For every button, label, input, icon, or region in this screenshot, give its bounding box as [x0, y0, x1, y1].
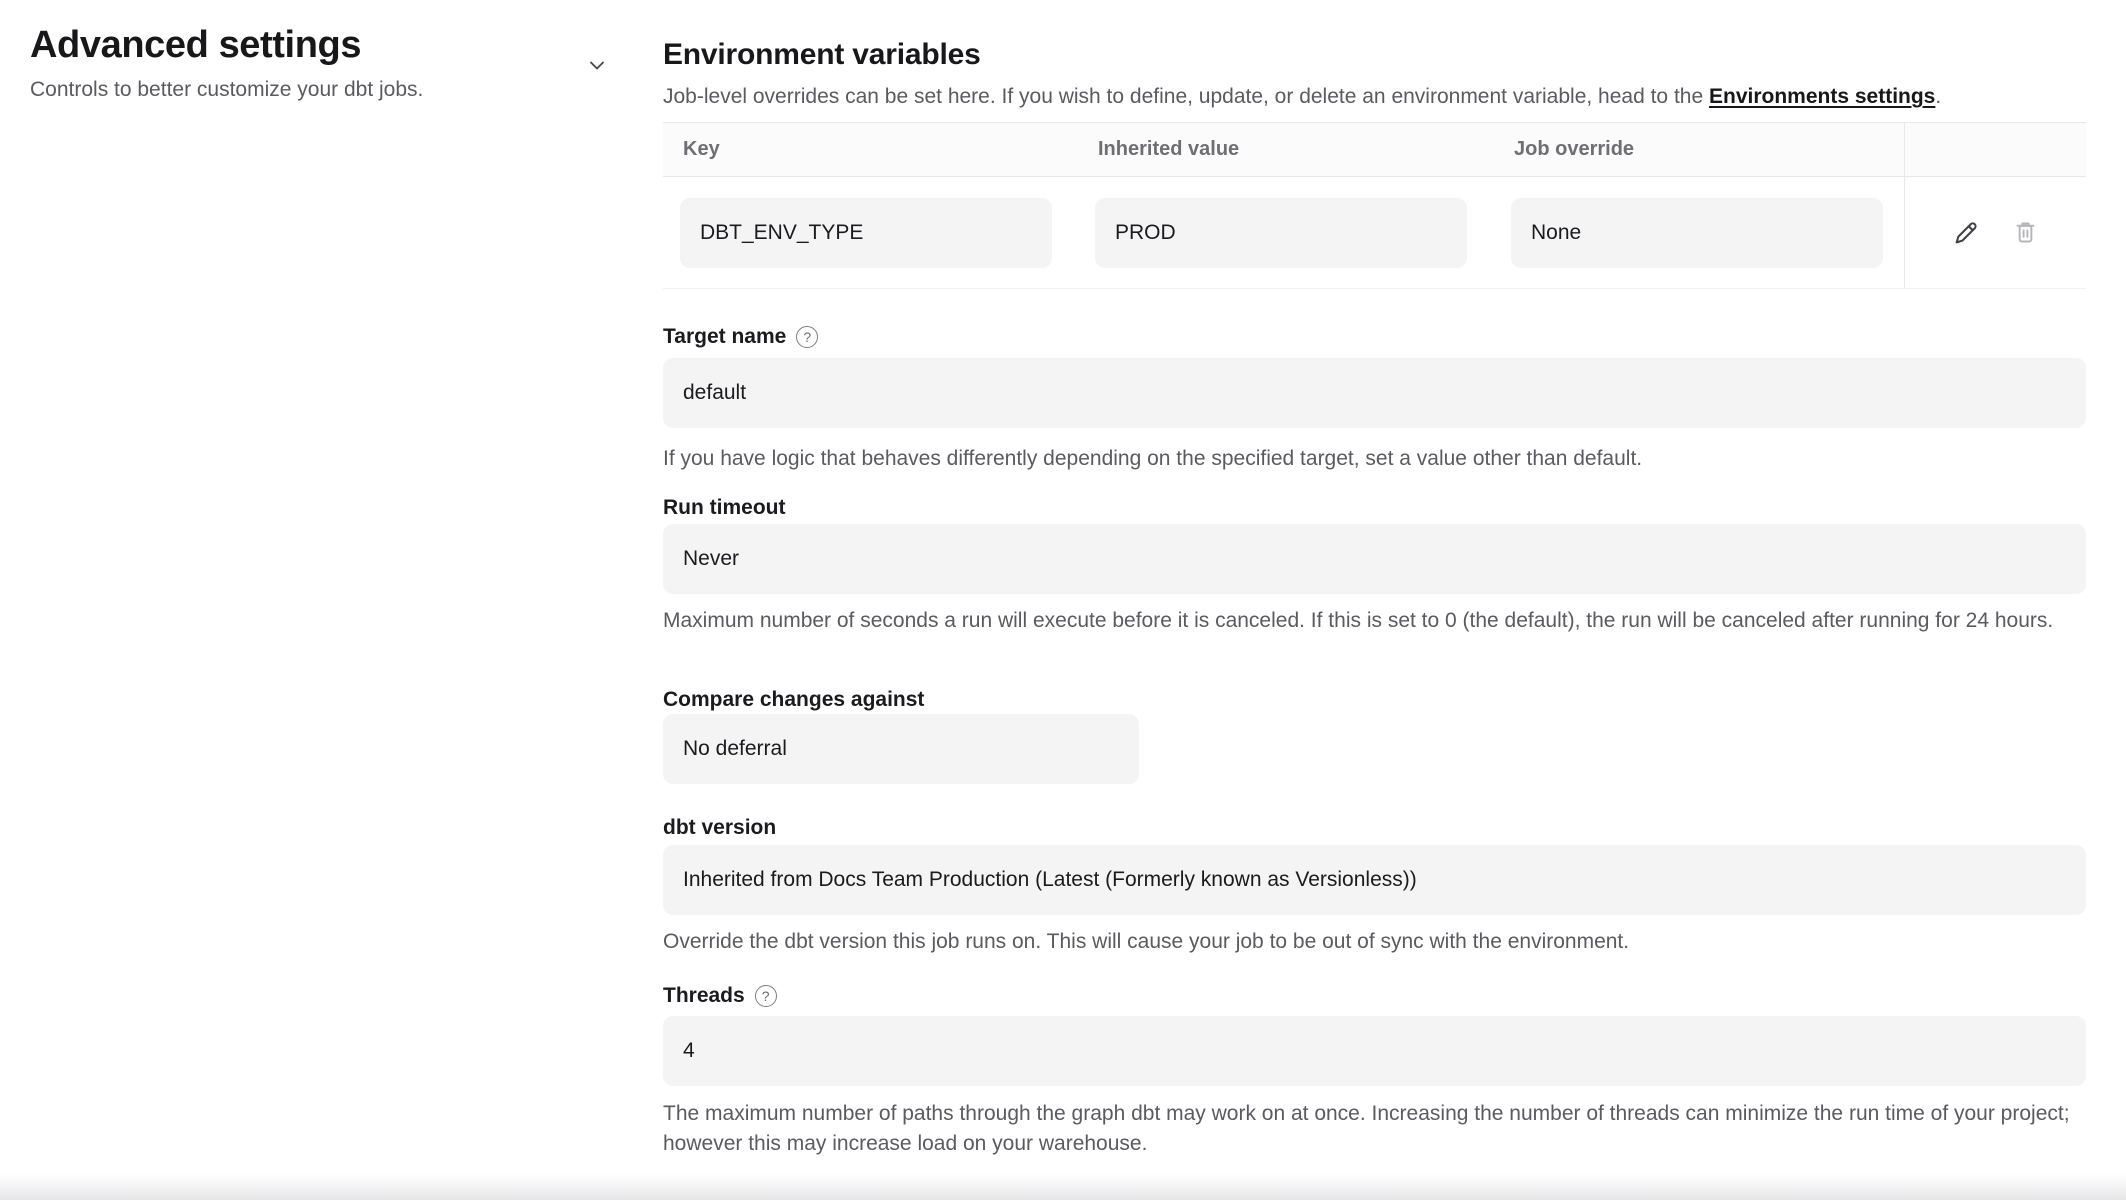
section-title-advanced-settings: Advanced settings [30, 24, 362, 66]
env-var-inherited-cell [1078, 198, 1494, 268]
target-name-label: Target name [663, 325, 787, 348]
compare-changes-label-row [663, 688, 924, 712]
env-vars-description-text: Job-level overrides can be set here. If you wish to define, update, or delete an environment variable, head to the [663, 85, 1709, 108]
env-vars-table [663, 122, 2086, 289]
environments-settings-link[interactable]: Environments settings [1708, 85, 1936, 108]
target-name-helper: If you have logic that behaves differently depending on the specified target, set a value other than default. [663, 447, 1643, 470]
run-timeout-label: Run timeout [663, 496, 786, 519]
env-vars-description-period: . [1935, 85, 1942, 108]
target-name-input[interactable]: default [663, 358, 2086, 428]
threads-label: Threads [663, 984, 745, 1007]
compare-changes-label: Compare changes against [663, 688, 925, 711]
env-var-override-cell [1494, 198, 1904, 268]
env-var-actions-cell [1904, 177, 2086, 288]
env-vars-table-header [663, 122, 2086, 177]
column-header-job-override: Job override [1514, 138, 1635, 160]
chevron-down-icon [585, 53, 609, 77]
trash-icon [2012, 219, 2039, 246]
collapse-section-button[interactable] [584, 52, 610, 78]
dbt-version-select[interactable]: Inherited from Docs Team Production (Latest (Formerly known as Versionless)) [663, 845, 2086, 915]
run-timeout-helper: Maximum number of seconds a run will execute before it is canceled. If this is set to 0 (the default), the run will be canceled after running for 24 hours. [663, 609, 2054, 632]
run-timeout-input[interactable]: Never [663, 524, 2086, 594]
column-header-key: Key [683, 138, 720, 160]
column-header-inherited-value: Inherited value [1098, 138, 1240, 160]
column-header-actions [1904, 123, 2086, 176]
env-var-key-cell [663, 198, 1078, 268]
threads-helper: The maximum number of paths through the graph dbt may work on at once. Increasing the number of threads can minimize the run time of your project; however this may increase load on your warehouse. [663, 1102, 2070, 1155]
threads-input[interactable]: 4 [663, 1016, 2086, 1086]
pencil-icon [1951, 218, 1981, 248]
dbt-version-helper: Override the dbt version this job runs on. This will cause your job to be out of sync with the environment. [663, 930, 1630, 953]
delete-env-var-button[interactable] [2009, 216, 2043, 250]
env-var-job-override-value: None [1511, 198, 1883, 268]
scroll-fade-edge [0, 1174, 2126, 1200]
threads-label-row [663, 984, 777, 1008]
help-icon[interactable]: ? [796, 326, 818, 348]
dbt-version-label: dbt version [663, 816, 777, 839]
edit-env-var-button[interactable] [1949, 216, 1983, 250]
section-subtitle: Controls to better customize your dbt jobs. [30, 78, 424, 101]
run-timeout-label-row [663, 496, 785, 520]
compare-changes-select[interactable]: No deferral [663, 714, 1139, 784]
target-name-label-row [663, 325, 818, 349]
env-var-table-row [663, 177, 2086, 289]
env-vars-description [663, 82, 2103, 112]
help-icon[interactable]: ? [755, 985, 777, 1007]
env-var-inherited-value: PROD [1095, 198, 1467, 268]
dbt-version-label-row [663, 816, 776, 840]
env-var-key-value: DBT_ENV_TYPE [680, 198, 1052, 268]
env-vars-heading: Environment variables [663, 38, 981, 71]
